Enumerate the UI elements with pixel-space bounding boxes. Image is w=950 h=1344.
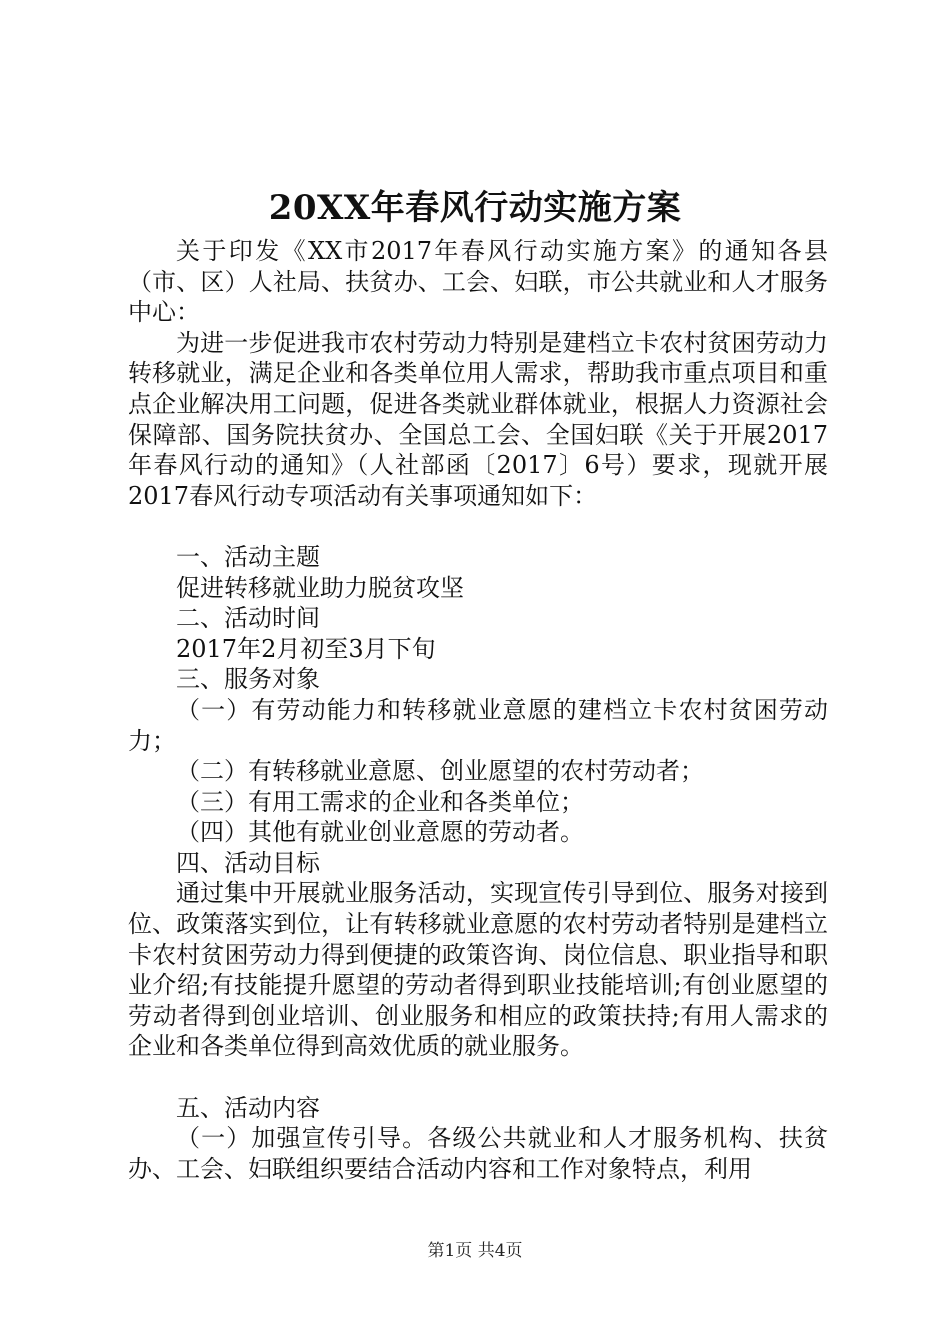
section-5-heading: 五、活动内容 — [176, 1093, 320, 1122]
section-3-item: （三）有用工需求的企业和各类单位； — [176, 787, 584, 816]
section-3-item: （四）其他有就业创业意愿的劳动者。 — [176, 818, 584, 847]
document-title: 20XX年春风行动实施方案 — [268, 188, 682, 228]
section-5-item: （一）加强宣传引导。各级公共就业和人才服务机构、扶贫办、工会、妇联组织要结合活动内容和工作对象特点，利用 — [128, 1124, 828, 1183]
section-1-text: 促进转移就业助力脱贫攻坚 — [176, 573, 464, 602]
section-2-text: 2017年2月初至3月下旬 — [176, 634, 436, 663]
section-4-text: 通过集中开展就业服务活动，实现宣传引导到位、服务对接到位、政策落实到位，让有转移就业意愿的农村劳动者特别是建档立卡农村贫困劳动力得到便捷的政策咨询、岗位信息、职业指导和职业介绍;有技能提升愿望的劳动者得到职业技能培训;有创业愿望的劳动者得到创业培训、创业服务和相应的政策扶持;有用人需求的企业和各类单位得到高效优质的就业服务。 — [128, 879, 828, 1061]
intro-purpose-paragraph: 为进一步促进我市农村劳动力特别是建档立卡农村贫困劳动力转移就业，满足企业和各类单位用人需求，帮助我市重点项目和重点企业解决用工问题，促进各类就业群体就业，根据人力资源社会保障部、国务院扶贫办、全国总工会、全国妇联《关于开展2017年春风行动的通知》（人社部函〔2017〕6号）要求，现就开展2017春风行动专项活动有关事项通知如下： — [128, 328, 828, 510]
section-1-heading: 一、活动主题 — [176, 542, 320, 571]
section-3-item: （一）有劳动能力和转移就业意愿的建档立卡农村贫困劳动力； — [128, 695, 828, 755]
section-3-heading: 三、服务对象 — [176, 665, 320, 694]
page-indicator: 第1页 共4页 — [427, 1241, 523, 1261]
section-4-heading: 四、活动目标 — [176, 848, 320, 877]
section-2-heading: 二、活动时间 — [176, 604, 320, 633]
document-body — [128, 236, 828, 1184]
section-3-item: （二）有转移就业意愿、创业愿望的农村劳动者； — [176, 757, 704, 786]
intro-notice-paragraph: 关于印发《XX市2017年春风行动实施方案》的通知各县（市、区）人社局、扶贫办、工会、妇联，市公共就业和人才服务中心： — [128, 237, 828, 327]
